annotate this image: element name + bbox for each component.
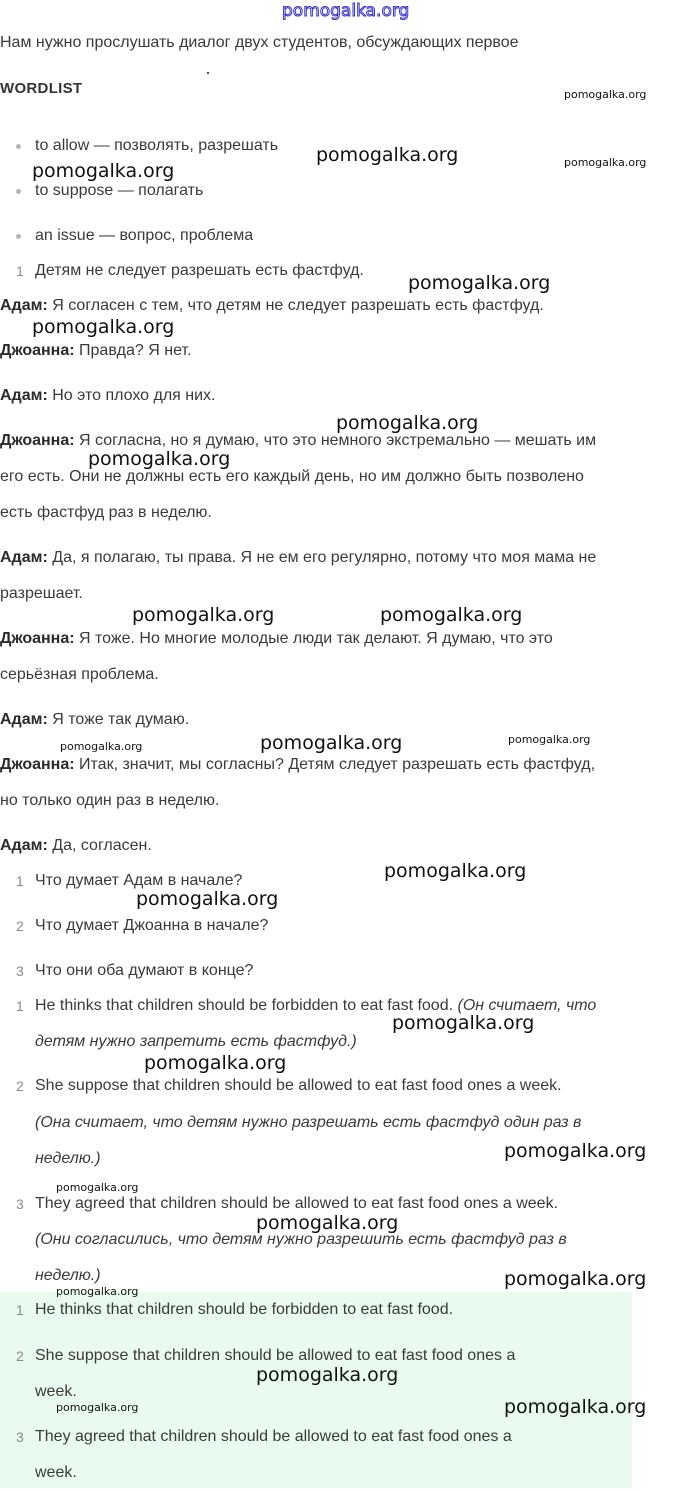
- wordlist-heading: WORDLIST: [0, 80, 83, 97]
- answer-translation: неделю.): [35, 1150, 101, 1167]
- bullet-icon: [16, 144, 21, 149]
- watermark: pomogalka.org: [256, 1212, 399, 1234]
- answer-number: 3: [16, 1429, 24, 1445]
- dialog-text: Я тоже так думаю.: [52, 711, 190, 728]
- answer-text: She suppose that children should be allowed to eat fast food ones a: [35, 1347, 516, 1364]
- dialog-text: Я согласна, но я думаю, что это немного экстремально — мешать им: [79, 432, 597, 449]
- speaker-name: Джоанна: [0, 342, 70, 359]
- dialog-text: Итак, значит, мы согласны? Детям следует разрешать есть фастфуд,: [79, 756, 596, 773]
- wordlist-item: to allow — позволять, разрешать: [35, 137, 279, 154]
- answer-text: week.: [35, 1383, 77, 1400]
- answer-text: He thinks that children should be forbidden to eat fast food.: [35, 997, 454, 1014]
- speaker-name: Джоанна: [0, 756, 70, 773]
- watermark: pomogalka.org: [56, 1181, 139, 1194]
- dialog-line: Адам: Да, я полагаю, ты права. Я не ем его регулярно, потому что моя мама не: [0, 549, 597, 566]
- answer-text: They agreed that children should be allowed to eat fast food ones a week.: [35, 1195, 559, 1212]
- watermark: pomogalka.org: [144, 1052, 287, 1074]
- dialog-text: но только один раз в неделю.: [0, 792, 220, 809]
- answer-number: 1: [16, 1302, 24, 1318]
- speaker-name: Адам: [0, 387, 43, 404]
- watermark: pomogalka.org: [336, 412, 479, 434]
- watermark: pomogalka.org: [392, 1012, 535, 1034]
- dialog-line: Адам: Да, согласен.: [0, 837, 152, 854]
- question-text: Что они оба думают в конце?: [35, 962, 254, 979]
- answer-number: 2: [16, 1078, 24, 1094]
- question-text: Что думает Джоанна в начале?: [35, 917, 269, 934]
- task-text: Детям не следует разрешать есть фастфуд.: [35, 262, 364, 279]
- question-number: 1: [16, 873, 24, 889]
- watermark: pomogalka.org: [56, 1285, 139, 1298]
- dialog-line: Адам: Я согласен с тем, что детям не следует разрешать есть фастфуд.: [0, 297, 544, 314]
- answer-translation: (Он считает, что: [457, 997, 597, 1014]
- bullet-icon: [16, 234, 21, 239]
- dialog-line: Адам: Но это плохо для них.: [0, 387, 216, 404]
- watermark: pomogalka.org: [132, 604, 275, 626]
- speaker-name: Адам: [0, 297, 43, 314]
- dialog-text: Но это плохо для них.: [52, 387, 216, 404]
- watermark: pomogalka.org: [564, 156, 647, 169]
- watermark: pomogalka.org: [32, 316, 175, 338]
- speaker-name: Джоанна: [0, 630, 70, 647]
- dialog-text: Да, я полагаю, ты права. Я не ем его регулярно, потому что моя мама не: [52, 549, 597, 566]
- watermark: pomogalka.org: [380, 604, 523, 626]
- watermark: pomogalka.org: [56, 1401, 139, 1414]
- answer-translation: детям нужно запретить есть фастфуд.): [35, 1033, 357, 1050]
- task-number: 1: [16, 263, 24, 279]
- watermark: pomogalka.org: [60, 740, 143, 753]
- watermark: pomogalka.org: [504, 1396, 647, 1418]
- answer-translation: неделю.): [35, 1267, 101, 1284]
- answer-text: week.: [35, 1464, 77, 1481]
- watermark: pomogalka.org: [260, 732, 403, 754]
- dialog-line: Джоанна: Я тоже. Но многие молодые люди так делают. Я думаю, что это: [0, 630, 553, 647]
- dialog-line: Адам: Я тоже так думаю.: [0, 711, 190, 728]
- dialog-text: серьёзная проблема.: [0, 666, 159, 683]
- speaker-name: Джоанна: [0, 432, 70, 449]
- intro-text: Нам нужно прослушать диалог двух студентов, обсуждающих первое: [0, 34, 519, 51]
- speaker-name: Адам: [0, 711, 43, 728]
- dialog-text: его есть. Они не должны есть его каждый день, но им должно быть позволено: [0, 468, 584, 485]
- watermark: pomogalka.org: [88, 448, 231, 470]
- watermark: pomogalka.org: [408, 272, 551, 294]
- wordlist-item: to suppose — полагать: [35, 182, 204, 199]
- dialog-text: есть фастфуд раз в неделю.: [0, 504, 212, 521]
- watermark: pomogalka.org: [136, 888, 279, 910]
- question-number: 2: [16, 918, 24, 934]
- watermark: pomogalka.org: [508, 733, 591, 746]
- dialog-line: Джоанна: Я согласна, но я думаю, что это немного экстремально — мешать им: [0, 432, 597, 449]
- site-logo[interactable]: pomogalka.org: [282, 1, 410, 21]
- answer-number: 2: [16, 1348, 24, 1364]
- bullet-icon: [16, 189, 21, 194]
- question-number: 3: [16, 963, 24, 979]
- watermark: pomogalka.org: [564, 88, 647, 101]
- watermark: pomogalka.org: [316, 144, 459, 166]
- answer-text: They agreed that children should be allowed to eat fast food ones a: [35, 1428, 512, 1445]
- answer-number: 1: [16, 998, 24, 1014]
- watermark: pomogalka.org: [504, 1268, 647, 1290]
- dialog-text: разрешает.: [0, 585, 83, 602]
- dialog-line: Джоанна: Правда? Я нет.: [0, 342, 192, 359]
- watermark: pomogalka.org: [384, 860, 527, 882]
- watermark: pomogalka.org: [256, 1364, 399, 1386]
- dialog-text: Да, согласен.: [52, 837, 152, 854]
- answer-translation: (Они согласились, что детям нужно разрешить есть фастфуд раз в: [35, 1231, 567, 1248]
- speaker-name: Адам: [0, 837, 43, 854]
- watermark: pomogalka.org: [32, 160, 175, 182]
- dialog-text: Правда? Я нет.: [79, 342, 192, 359]
- wordlist-item: an issue — вопрос, проблема: [35, 227, 254, 244]
- dialog-text: Я тоже. Но многие молодые люди так делают. Я думаю, что это: [79, 630, 553, 647]
- dialog-text: Я согласен с тем, что детям не следует разрешать есть фастфуд.: [52, 297, 544, 314]
- speaker-name: Адам: [0, 549, 43, 566]
- answer-text: He thinks that children should be forbidden to eat fast food.: [35, 1301, 454, 1318]
- dialog-line: Джоанна: Итак, значит, мы согласны? Детям следует разрешать есть фастфуд,: [0, 756, 596, 773]
- question-text: Что думает Адам в начале?: [35, 872, 243, 889]
- answer-number: 3: [16, 1196, 24, 1212]
- watermark: pomogalka.org: [504, 1140, 647, 1162]
- dot-mark: [207, 72, 209, 74]
- answer-translation: (Она считает, что детям нужно разрешать есть фастфуд один раз в: [35, 1114, 582, 1131]
- answer-text: She suppose that children should be allowed to eat fast food ones a week.: [35, 1077, 562, 1094]
